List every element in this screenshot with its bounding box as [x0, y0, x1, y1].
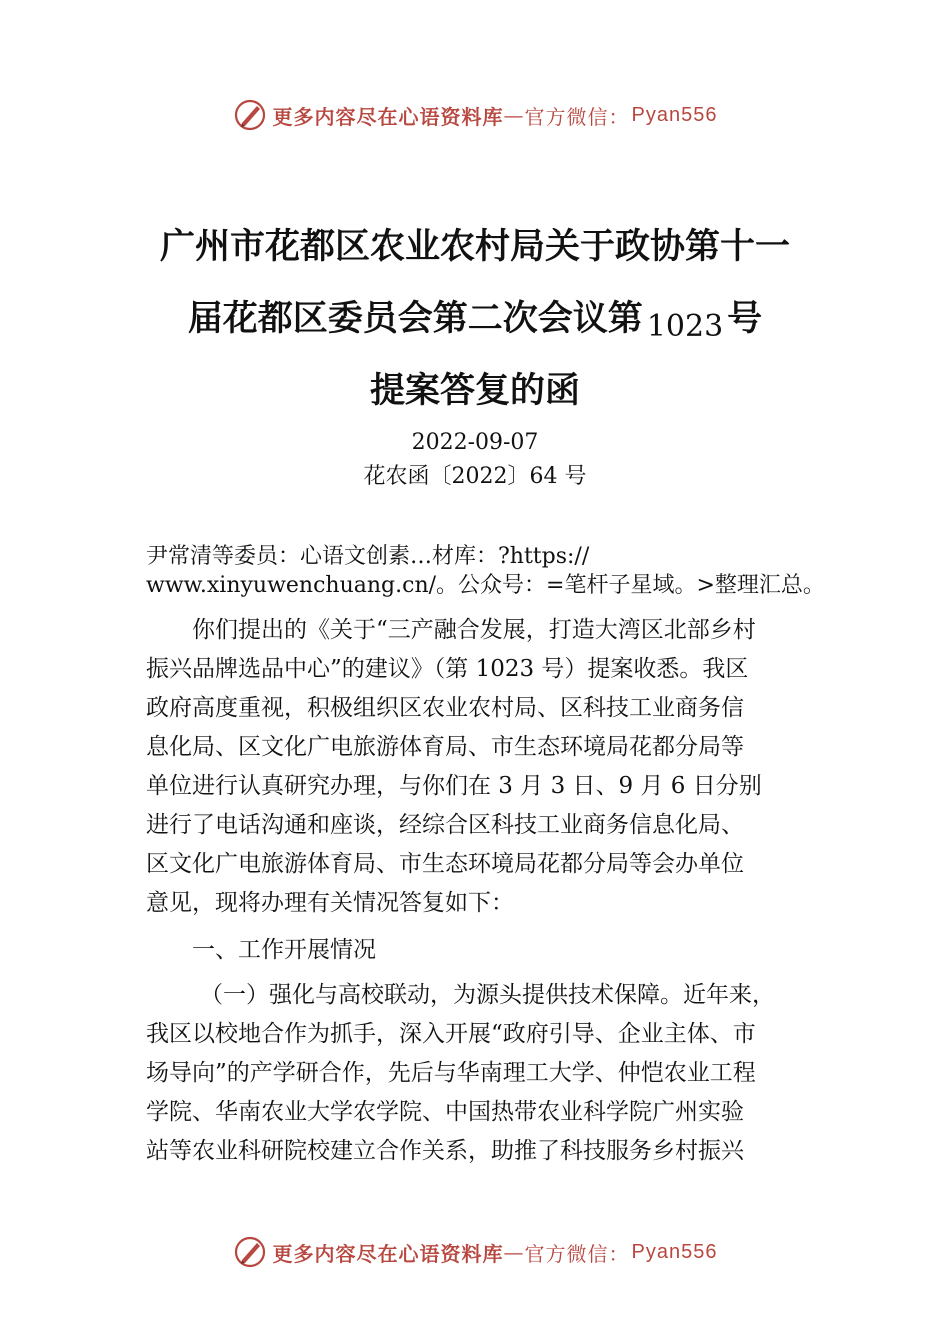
section-heading-1	[146, 931, 826, 970]
doc-title-number: 1023	[646, 309, 724, 344]
doc-title-line-3: 提案答复的函	[369, 371, 580, 411]
doc-title-line-2-pre: 届花都区委员会第二次会议第	[187, 299, 643, 339]
body-line: 学院、华南农业大学农学院、中国热带农业科学院广州实验	[146, 1099, 744, 1125]
body-line: 政府高度重视，积极组织区农业农村局、区科技工业商务信	[146, 695, 744, 721]
watermark-footer	[0, 1232, 950, 1272]
addressee	[146, 542, 826, 600]
addressee-line: www.xinyuwenchuang.cn/。公众号：=笔杆子星域。>整理汇总。	[146, 573, 825, 598]
watermark-account: Pyan556	[631, 1240, 718, 1263]
doc-title-line-2	[0, 284, 950, 356]
doc-date: 2022-09-07	[411, 430, 539, 455]
watermark-account: Pyan556	[631, 103, 718, 126]
body-line: 场导向”的产学研合作，先后与华南理工大学、仲恺农业工程	[146, 1060, 756, 1086]
doc-number: 花农函〔2022〕64 号	[363, 464, 587, 489]
watermark-dash: —	[503, 103, 525, 127]
body-paragraph-1	[146, 611, 826, 923]
body-line: 单位进行认真研究办理，与你们在 3 月 3 日、9 月 6 日分别	[146, 773, 762, 799]
body-line: 区文化广电旅游体育局、市生态环境局花都分局等会办单位	[146, 851, 744, 877]
watermark-text: 更多内容尽在心语资料库	[272, 104, 504, 129]
body-line: 站等农业科研院校建立合作关系，助推了科技服务乡村振兴	[146, 1138, 744, 1164]
pen-seal-icon	[233, 98, 267, 132]
body-line: 我区以校地合作为抓手，深入开展“政府引导、企业主体、市	[146, 1021, 756, 1047]
watermark-text: 更多内容尽在心语资料库	[272, 1241, 504, 1266]
watermark-label: 官方微信：	[524, 1241, 630, 1266]
watermark-dash: —	[503, 1240, 525, 1264]
addressee-line: 尹常清等委员：心语文创素…材库：?https://	[146, 544, 590, 569]
body-paragraph-2	[146, 976, 826, 1171]
watermark-header	[0, 95, 950, 135]
doc-title-line-1: 广州市花都区农业农村局关于政协第十一	[159, 227, 790, 267]
body-line: （一）强化与高校联动，为源头提供技术保障。近年来，	[200, 982, 775, 1008]
body-line: 意见，现将办理有关情况答复如下：	[146, 890, 514, 916]
section-heading: 一、工作开展情况	[192, 937, 376, 963]
watermark-label: 官方微信：	[524, 104, 630, 129]
pen-seal-icon	[233, 1235, 267, 1269]
body-line: 息化局、区文化广电旅游体育局、市生态环境局花都分局等	[146, 734, 744, 760]
body-line: 你们提出的《关于“三产融合发展，打造大湾区北部乡村	[192, 617, 756, 643]
doc-title-line-2-post: 号	[727, 299, 763, 339]
body-line: 进行了电话沟通和座谈，经综合区科技工业商务信息化局、	[146, 812, 744, 838]
body-line: 振兴品牌选品中心”的建议》（第 1023 号）提案收悉。我区	[146, 656, 749, 682]
